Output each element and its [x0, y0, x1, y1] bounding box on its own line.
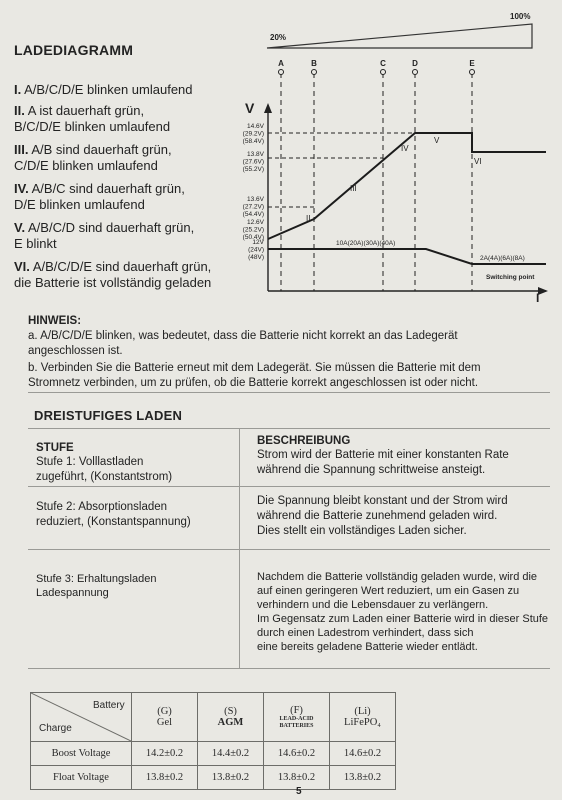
beschreibung-header: BESCHREIBUNG — [257, 435, 351, 447]
corner-charge-label: Charge — [39, 723, 72, 734]
charge-diagram — [228, 55, 554, 305]
table-row-divider — [28, 549, 550, 550]
ramp-label-100: 100% — [510, 12, 531, 21]
point-label-e: E — [469, 59, 475, 68]
table-divider — [239, 428, 240, 668]
i-axis-label: I — [536, 291, 540, 305]
switching-point-label: Switching point — [486, 274, 535, 281]
corner-battery-label: Battery — [93, 700, 125, 711]
description-cell: Strom wird der Batterie mit einer konstanten Rate während die Spannung schrittweise ansteigt. — [257, 449, 509, 476]
point-label-c: C — [380, 59, 386, 68]
table-corner-cell — [31, 693, 132, 742]
voltage-label: 13.6V (27.2V) (54.4V) — [242, 196, 264, 218]
divider — [28, 428, 550, 429]
note-a: a. A/B/C/D/E blinken, was bedeutet, dass die Batterie nicht korrekt an das Ladegerät angeschlossen ist. — [28, 330, 458, 357]
row-label: Float Voltage — [31, 766, 132, 790]
point-label-d: D — [412, 59, 418, 68]
battery-voltage-table — [30, 692, 396, 790]
stage-item: V. A/B/C/D sind dauerhaft grün, E blinkt — [14, 220, 195, 251]
note-b: b. Verbinden Sie die Batterie erneut mit dem Ladegerät. Sie müssen die Batterie mit dem Stromnetz verbinden, um zu prüfen, ob die Batterie korrekt angeschlossen ist oder nicht. — [28, 362, 481, 389]
voltage-label: 12V (24V) (48V) — [248, 239, 264, 261]
stage-cell: Stufe 2: Absorptionsladen reduziert, (Konstantspannung) — [36, 501, 191, 528]
table-cell: 14.6±0.2 — [264, 742, 330, 766]
column-header: (F) LEAD-ACID BATTERIES — [264, 693, 330, 742]
voltage-label: 13.8V (27.6V) (55.2V) — [242, 151, 264, 173]
stage-item: II. A ist dauerhaft grün, B/C/D/E blinken umlaufend — [14, 103, 171, 134]
stage-cell: Stufe 3: Erhaltungsladen Ladespannung — [36, 573, 157, 599]
stage-item: IV. A/B/C sind dauerhaft grün, D/E blinken umlaufend — [14, 181, 185, 212]
note-title: HINWEIS: — [28, 315, 82, 327]
row-label: Boost Voltage — [31, 742, 132, 766]
table-row-divider — [28, 668, 550, 669]
table-cell: 14.4±0.2 — [198, 742, 264, 766]
stage-item: VI. A/B/C/D/E sind dauerhaft grün, die Batterie ist vollständig geladen — [14, 259, 212, 290]
description-cell: Nachdem die Batterie vollständig geladen wurde, wird die auf einen geringeren Wert reduziert, um ein Gasen zu verhindern und die Lebensdauer zu verlängern. Im Gegensatz zum Laden einer Batterie wird in dieser Stufe durch einen Ladestrom verhindert, dass sich eine bereits geladene Batterie wieder entlädt. — [257, 571, 549, 653]
point-marker-a — [279, 70, 284, 75]
table-cell: 13.8±0.2 — [198, 766, 264, 790]
current-high-label: 10A(20A)(30A)(40A) — [336, 240, 396, 247]
point-marker-d — [413, 70, 418, 75]
load-ramp-bar — [262, 8, 542, 52]
table-cell: 13.8±0.2 — [132, 766, 198, 790]
point-label-a: A — [278, 59, 284, 68]
stage-item: III. A/B sind dauerhaft grün, C/D/E blinken umlaufend — [14, 142, 172, 173]
page-number: 5 — [296, 786, 302, 797]
section-title: DREISTUFIGES LADEN — [34, 408, 183, 423]
phase-label: III — [350, 184, 357, 193]
divider — [28, 392, 550, 393]
column-header: (Li) LiFePO₄ — [330, 693, 396, 742]
stufe-header: STUFE — [36, 442, 74, 454]
column-header: (S) AGM — [198, 693, 264, 742]
point-marker-b — [312, 70, 317, 75]
phase-label: V — [434, 136, 440, 145]
page-title: LADEDIAGRAMM — [14, 42, 134, 58]
phase-label: VI — [474, 157, 482, 166]
phase-label: II — [306, 214, 311, 223]
stage-cell: Stufe 1: Volllastladen zugeführt, (Konstantstrom) — [36, 456, 173, 483]
current-low-label: 2A(4A)(6A)(8A) — [480, 255, 525, 262]
voltage-label: 14.6V (29.2V) (58.4V) — [242, 123, 264, 145]
table-cell: 13.8±0.2 — [264, 766, 330, 790]
point-marker-e — [470, 70, 475, 75]
stage-item: I. A/B/C/D/E blinken umlaufend — [14, 82, 193, 97]
table-row — [31, 742, 396, 766]
table-row — [31, 766, 396, 790]
phase-label: IV — [401, 144, 409, 153]
v-axis-label: V — [245, 100, 255, 116]
table-cell: 14.6±0.2 — [330, 742, 396, 766]
description-cell: Die Spannung bleibt konstant und der Strom wird während die Batterie zunehmend geladen wird. Dies stellt ein vollständiges Laden sicher. — [257, 495, 508, 537]
point-marker-c — [381, 70, 386, 75]
point-label-b: B — [311, 59, 317, 68]
ramp-label-20: 20% — [270, 33, 287, 42]
table-cell: 14.2±0.2 — [132, 742, 198, 766]
table-row-divider — [28, 486, 550, 487]
column-header: (G) Gel — [132, 693, 198, 742]
table-cell: 13.8±0.2 — [330, 766, 396, 790]
voltage-label: 12.6V (25.2V) (50.4V) — [242, 219, 264, 241]
